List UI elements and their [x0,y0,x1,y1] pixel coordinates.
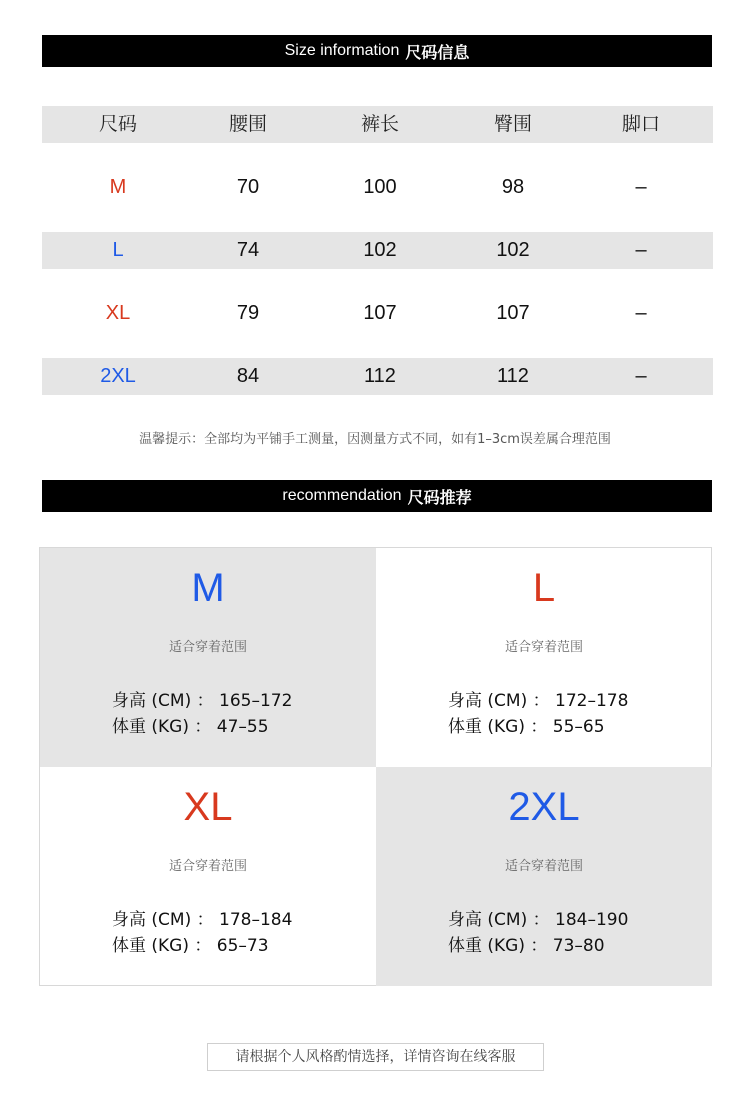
measurement-note: 温馨提示：全部均为平铺手工测量，因测量方式不同，如有1–3cm误差属合理范围 [139,432,611,447]
weight-range: 体重 (KG) ： 47–55 [112,717,269,737]
size-label: 2XL [100,365,136,387]
waist-value: 84 [236,365,260,387]
hem-value: – [635,239,647,261]
weight-range: 体重 (KG) ： 65–73 [112,936,269,956]
hip-value: 107 [496,302,530,324]
length-value: 102 [363,239,397,261]
recommendation-size: M [191,566,225,610]
recommendation-subtitle: 适合穿着范围 [504,859,583,874]
recommendation-card-l [376,548,712,767]
height-range: 身高 (CM) ： 178–184 [112,910,293,930]
height-range: 身高 (CM) ： 184–190 [448,910,629,930]
hem-value: – [635,302,647,324]
recommendation-subtitle: 适合穿着范围 [168,859,247,874]
size-table [42,106,713,421]
header-hip: 臀围 [493,113,532,135]
waist-value: 70 [236,176,260,198]
weight-range: 体重 (KG) ： 73–80 [448,936,605,956]
recommendation-size: XL [183,785,233,829]
recommendation-size: L [532,566,556,610]
recommendation-subtitle: 适合穿着范围 [168,640,247,655]
table-row [42,358,713,395]
size-label: M [109,176,127,198]
recommendation-card-xl [40,767,376,986]
recommendation-header [42,480,712,512]
hip-value: 112 [497,365,529,387]
recommendation-size: 2XL [508,785,580,829]
size-recommendation-grid [39,547,712,986]
table-row [42,232,713,269]
recommendation-subtitle: 适合穿着范围 [504,640,583,655]
hem-value: – [635,176,647,198]
size-table-header-row [42,106,713,143]
weight-range: 体重 (KG) ： 55–65 [448,717,605,737]
recommendation-title-en: recommendation [282,487,402,504]
length-value: 112 [364,365,396,387]
recommendation-card-m [40,548,376,767]
size-information-header [42,35,712,67]
header-size: 尺码 [98,113,137,135]
header-length: 裤长 [360,113,399,135]
waist-value: 74 [236,239,260,261]
height-range: 身高 (CM) ： 172–178 [448,691,629,711]
size-information-title-en: Size information [284,42,400,59]
height-range: 身高 (CM) ： 165–172 [112,691,293,711]
table-row [42,169,713,206]
waist-value: 79 [236,302,260,324]
hip-value: 98 [501,176,525,198]
hem-value: – [635,365,647,387]
length-value: 107 [363,302,397,324]
length-value: 100 [363,176,397,198]
size-label: L [112,239,124,261]
size-label: XL [105,302,131,324]
customer-service-tip: 请根据个人风格酌情选择，详情咨询在线客服 [207,1043,544,1071]
size-information-title-zh: 尺码信息 [405,42,470,62]
header-waist: 腰围 [228,113,267,135]
recommendation-title-zh: 尺码推荐 [407,487,472,507]
header-hem: 脚口 [621,113,660,135]
table-row [42,295,713,332]
recommendation-card-2xl [376,767,712,986]
hip-value: 102 [496,239,530,261]
